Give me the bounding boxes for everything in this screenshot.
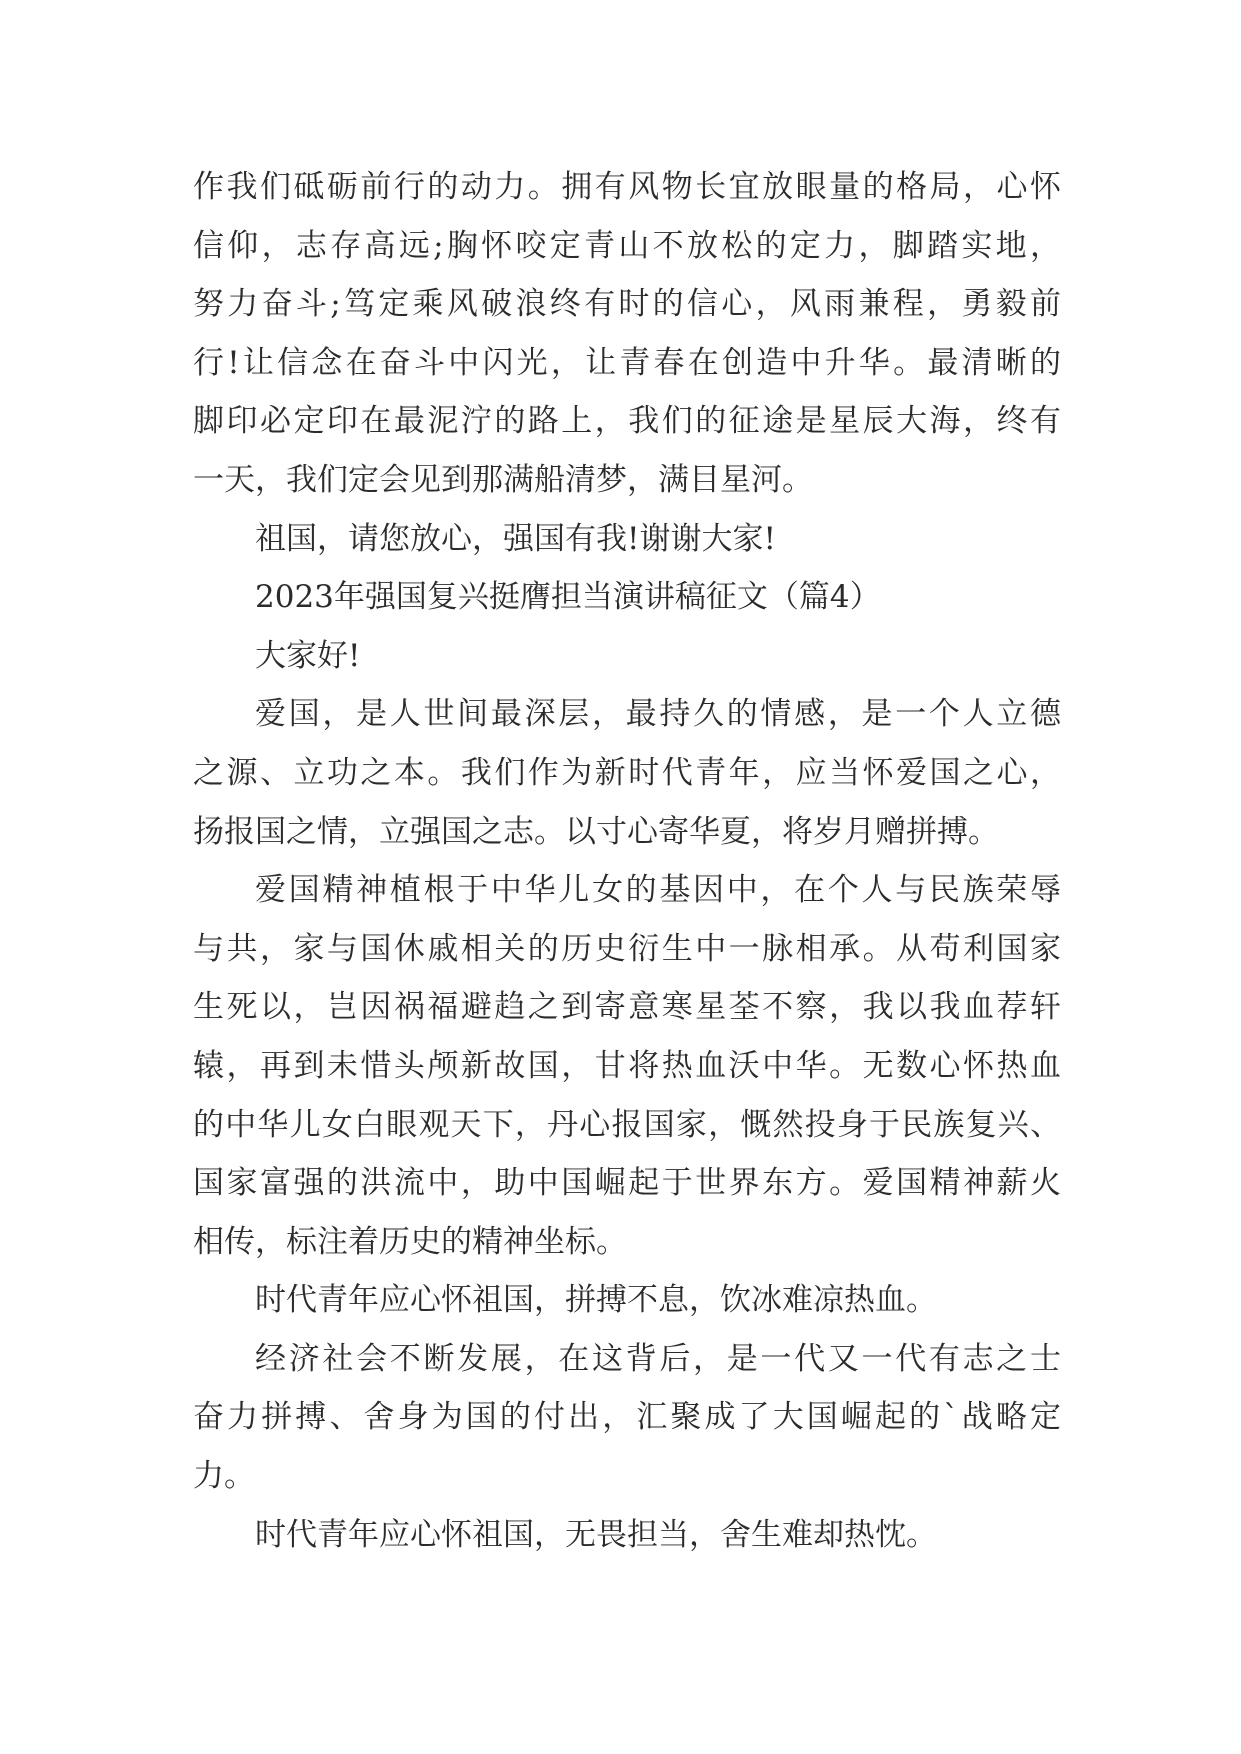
document-body — [193, 158, 1061, 1564]
text-line: 国家富强的洪流中，助中国崛起于世界东方。爱国精神薪火 — [193, 1165, 1061, 1202]
greeting-line: 大家好! — [255, 637, 361, 674]
text-line: 力。 — [193, 1458, 255, 1495]
text-line: 奋力拼搏、舍身为国的付出，汇聚成了大国崛起的`战略定 — [193, 1399, 1061, 1436]
text-line: 扬报国之情，立强国之志。以寸心寄华夏，将岁月赠拼搏。 — [193, 813, 999, 850]
text-line: 的中华儿女白眼观天下，丹心报国家，慨然投身于民族复兴、 — [193, 1106, 1061, 1143]
text-line: 时代青年应心怀祖国，无畏担当，舍生难却热忱。 — [255, 1516, 937, 1553]
text-line: 行!让信念在奋斗中闪光，让青春在创造中升华。最清晰的 — [193, 344, 1061, 381]
text-line: 努力奋斗;笃定乘风破浪终有时的信心，风雨兼程，勇毅前 — [193, 286, 1061, 323]
text-line: 经济社会不断发展，在这背后，是一代又一代有志之士 — [255, 1340, 1061, 1377]
text-line: 作我们砥砺前行的动力。拥有风物长宜放眼量的格局，心怀 — [193, 169, 1061, 205]
text-line: 信仰，志存高远;胸怀咬定青山不放松的定力，脚踏实地， — [193, 227, 1061, 264]
text-line: 一天，我们定会见到那满船清梦，满目星河。 — [193, 461, 813, 498]
text-line: 爱国精神植根于中华儿女的基因中，在个人与民族荣辱 — [255, 872, 1061, 909]
text-line: 爱国，是人世间最深层，最持久的情感，是一个人立德 — [255, 696, 1061, 733]
text-line: 相传，标注着历史的精神坐标。 — [193, 1223, 627, 1260]
text-line: 与共，家与国休戚相关的历史衍生中一脉相承。从苟利国家 — [193, 930, 1061, 967]
text-line: 脚印必定印在最泥泞的路上，我们的征途是星辰大海，终有 — [193, 403, 1061, 440]
text-line: 辕，再到未惜头颅新故国，甘将热血沃中华。无数心怀热血 — [193, 1047, 1061, 1084]
section-title: 2023年强国复兴挺膺担当演讲稿征文（篇4） — [255, 579, 881, 616]
text-line: 时代青年应心怀祖国，拼搏不息，饮冰难凉热血。 — [255, 1282, 937, 1319]
text-line: 之源、立功之本。我们作为新时代青年，应当怀爱国之心， — [193, 754, 1061, 791]
closing-line: 祖国，请您放心，强国有我!谢谢大家! — [255, 520, 776, 557]
text-line: 生死以，岂因祸福避趋之到寄意寒星荃不察，我以我血荐轩 — [193, 989, 1061, 1026]
